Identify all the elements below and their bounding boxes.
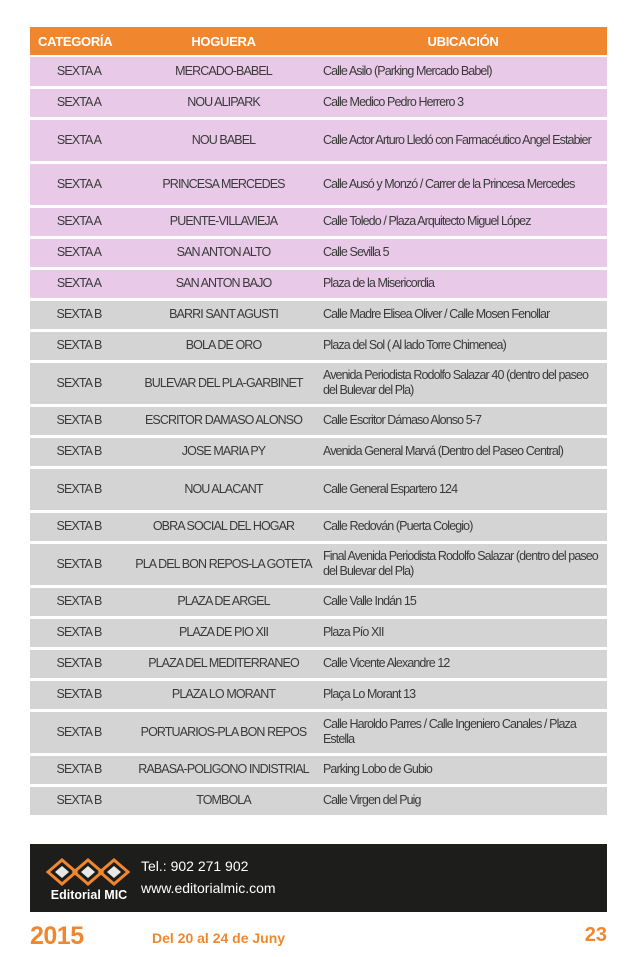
- category-cell: SEXTA A: [30, 237, 128, 268]
- hoguera-cell: SAN ANTON ALTO: [128, 237, 319, 268]
- table-row: [30, 268, 607, 299]
- category-cell: SEXTA B: [30, 785, 128, 816]
- category-cell: SEXTA B: [30, 617, 128, 648]
- table-row: [30, 586, 607, 617]
- hoguera-cell: OBRA SOCIAL DEL HOGAR: [128, 511, 319, 542]
- category-cell: SEXTA A: [30, 162, 128, 206]
- ubicacion-cell: Plaça Lo Morant 13: [319, 679, 607, 710]
- page-number: 23: [584, 924, 607, 946]
- year-label: 2015: [30, 922, 84, 950]
- category-cell: SEXTA B: [30, 710, 128, 754]
- header-hoguera: HOGUERA: [128, 27, 319, 56]
- table-row: [30, 405, 607, 436]
- website-url: www.editorialmic.com: [141, 880, 276, 896]
- hoguera-cell: PRINCESA MERCEDES: [128, 162, 319, 206]
- ubicacion-cell: Calle Valle Indán 15: [319, 586, 607, 617]
- hoguera-cell: SAN ANTON BAJO: [128, 268, 319, 299]
- hoguera-cell: TOMBOLA: [128, 785, 319, 816]
- hoguera-cell: PLAZA DE PIO XII: [128, 617, 319, 648]
- header-ubicacion: UBICACIÓN: [319, 27, 607, 56]
- hoguera-cell: BULEVAR DEL PLA-GARBINET: [128, 361, 319, 405]
- hoguera-cell: PLAZA LO MORANT: [128, 679, 319, 710]
- hogueras-table: [30, 27, 607, 818]
- ubicacion-cell: Calle Redován (Puerta Colegio): [319, 511, 607, 542]
- brand-name: Editorial MIC: [50, 888, 128, 902]
- table-row: [30, 617, 607, 648]
- hoguera-cell: PORTUARIOS-PLA BON REPOS: [128, 710, 319, 754]
- category-cell: SEXTA B: [30, 436, 128, 467]
- category-cell: SEXTA B: [30, 330, 128, 361]
- table-row: [30, 299, 607, 330]
- category-cell: SEXTA B: [30, 679, 128, 710]
- hoguera-cell: PUENTE-VILLAVIEJA: [128, 206, 319, 237]
- hoguera-cell: NOU ALIPARK: [128, 87, 319, 118]
- category-cell: SEXTA B: [30, 542, 128, 586]
- ubicacion-cell: Plaza Pío XII: [319, 617, 607, 648]
- category-cell: SEXTA B: [30, 648, 128, 679]
- ubicacion-cell: Calle Madre Elisea Oliver / Calle Mosen Fenollar: [319, 299, 607, 330]
- table-row: [30, 87, 607, 118]
- category-cell: SEXTA A: [30, 87, 128, 118]
- table-row: [30, 436, 607, 467]
- table-row: [30, 361, 607, 405]
- ubicacion-cell: Calle Toledo / Plaza Arquitecto Miguel López: [319, 206, 607, 237]
- category-cell: SEXTA A: [30, 206, 128, 237]
- hoguera-cell: JOSE MARIA PY: [128, 436, 319, 467]
- hoguera-cell: ESCRITOR DAMASO ALONSO: [128, 405, 319, 436]
- table-row: [30, 785, 607, 816]
- hoguera-cell: NOU ALACANT: [128, 467, 319, 511]
- hoguera-cell: MERCADO-BABEL: [128, 56, 319, 87]
- ubicacion-cell: Calle Asilo (Parking Mercado Babel): [319, 56, 607, 87]
- category-cell: SEXTA A: [30, 268, 128, 299]
- table-row: [30, 56, 607, 87]
- festival-dates: Del 20 al 24 de Juny: [152, 930, 286, 946]
- table-row: [30, 330, 607, 361]
- ubicacion-cell: Calle Vicente Alexandre 12: [319, 648, 607, 679]
- hoguera-cell: NOU BABEL: [128, 118, 319, 162]
- table-row: [30, 648, 607, 679]
- category-cell: SEXTA B: [30, 511, 128, 542]
- ubicacion-cell: Avenida General Marvá (Dentro del Paseo Central): [319, 436, 607, 467]
- table-header-row: [30, 27, 607, 56]
- ubicacion-cell: Calle Sevilla 5: [319, 237, 607, 268]
- ubicacion-cell: Calle Actor Arturo Lledó con Farmacéutico Angel Estabier: [319, 118, 607, 162]
- ubicacion-cell: Final Avenida Periodista Rodolfo Salazar (dentro del paseo del Bulevar del Pla): [319, 542, 607, 586]
- category-cell: SEXTA B: [30, 299, 128, 330]
- table-row: [30, 118, 607, 162]
- ubicacion-cell: Calle General Espartero 124: [319, 467, 607, 511]
- table-row: [30, 679, 607, 710]
- category-cell: SEXTA A: [30, 118, 128, 162]
- category-cell: SEXTA B: [30, 361, 128, 405]
- table-row: [30, 754, 607, 785]
- ubicacion-cell: Calle Medico Pedro Herrero 3: [319, 87, 607, 118]
- category-cell: SEXTA B: [30, 586, 128, 617]
- table-row: [30, 542, 607, 586]
- hoguera-cell: RABASA-POLIGONO INDISTRIAL: [128, 754, 319, 785]
- ubicacion-cell: Calle Haroldo Parres / Calle Ingeniero Canales / Plaza Estella: [319, 710, 607, 754]
- table-row: [30, 162, 607, 206]
- hoguera-cell: BOLA DE ORO: [128, 330, 319, 361]
- ubicacion-cell: Avenida Periodista Rodolfo Salazar 40 (dentro del paseo del Bulevar del Pla): [319, 361, 607, 405]
- table-row: [30, 710, 607, 754]
- table-row: [30, 237, 607, 268]
- hoguera-cell: BARRI SANT AGUSTI: [128, 299, 319, 330]
- category-cell: SEXTA B: [30, 405, 128, 436]
- ubicacion-cell: Calle Ausó y Monzó / Carrer de la Princesa Mercedes: [319, 162, 607, 206]
- ubicacion-cell: Plaza del Sol ( Al lado Torre Chimenea): [319, 330, 607, 361]
- ubicacion-cell: Plaza de la Misericordia: [319, 268, 607, 299]
- ubicacion-cell: Parking Lobo de Gubio: [319, 754, 607, 785]
- hoguera-cell: PLAZA DE ARGEL: [128, 586, 319, 617]
- header-categoria: CATEGORÍA: [30, 27, 128, 56]
- footer-banner: [30, 844, 607, 912]
- phone-number: Tel.: 902 271 902: [141, 858, 249, 874]
- table-row: [30, 511, 607, 542]
- table-row: [30, 206, 607, 237]
- category-cell: SEXTA A: [30, 56, 128, 87]
- hoguera-cell: PLA DEL BON REPOS-LA GOTETA: [128, 542, 319, 586]
- ubicacion-cell: Calle Virgen del Puig: [319, 785, 607, 816]
- ubicacion-cell: Calle Escritor Dámaso Alonso 5-7: [319, 405, 607, 436]
- table-row: [30, 467, 607, 511]
- category-cell: SEXTA B: [30, 467, 128, 511]
- category-cell: SEXTA B: [30, 754, 128, 785]
- hoguera-cell: PLAZA DEL MEDITERRANEO: [128, 648, 319, 679]
